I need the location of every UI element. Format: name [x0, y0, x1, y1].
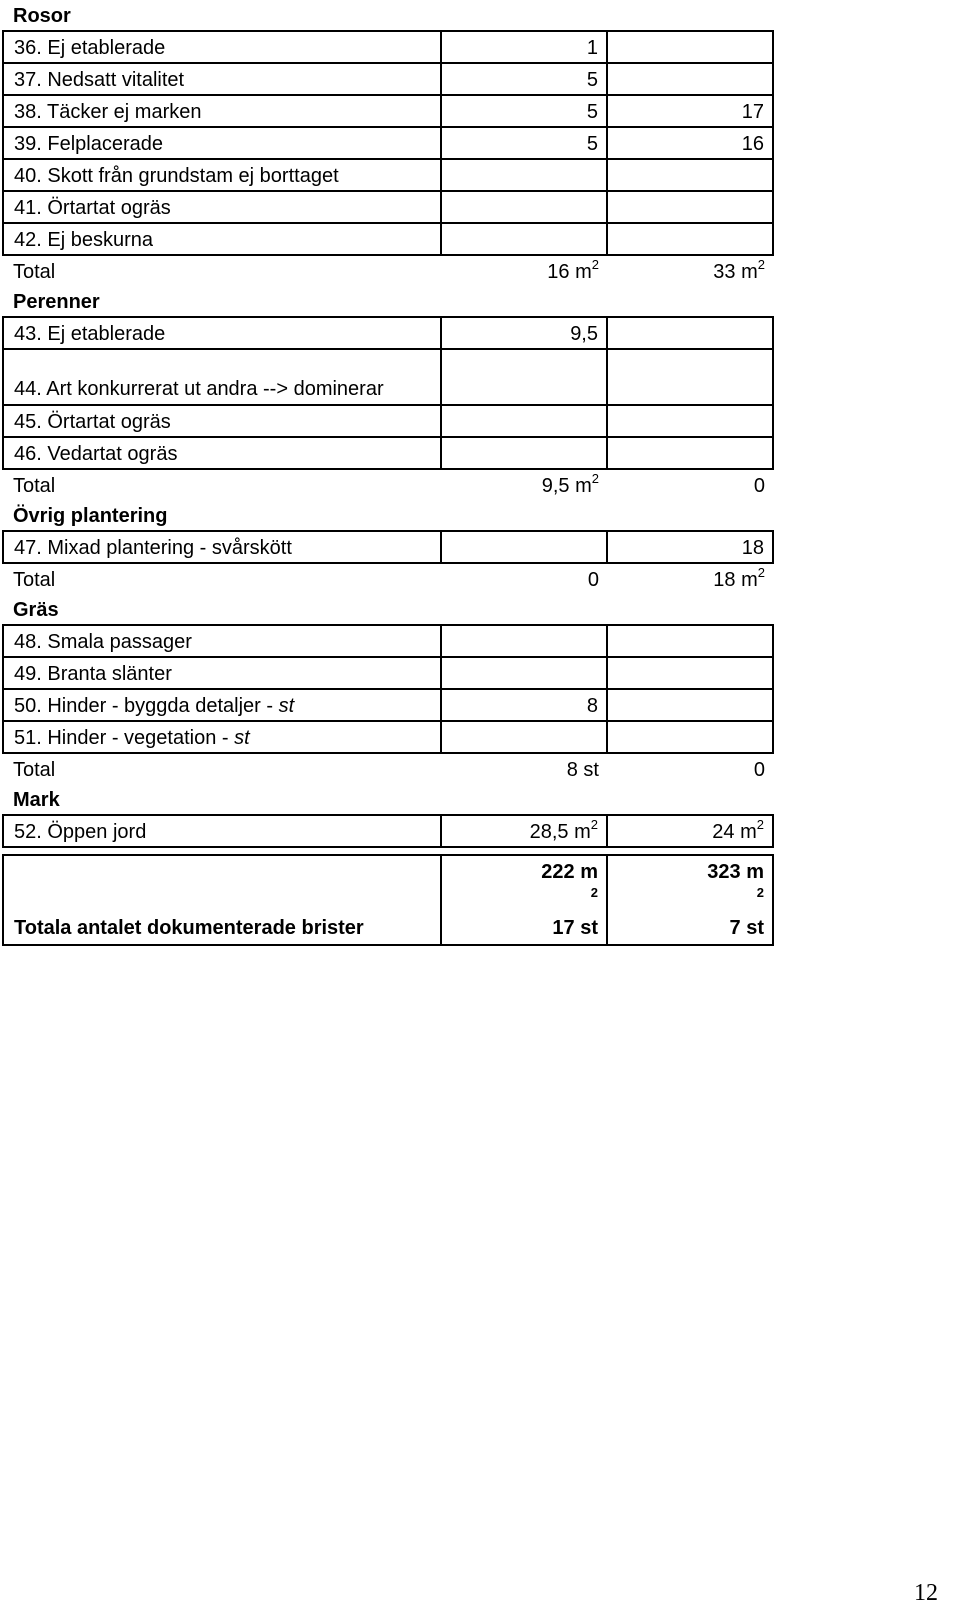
row-value-b — [607, 159, 773, 191]
row-value-a: 8 — [441, 689, 607, 721]
page-number: 12 — [914, 1580, 938, 1606]
total-value-b: 33 $m^2$ — [713, 257, 765, 283]
section-heading-row — [3, 784, 773, 815]
total-label: Total — [13, 569, 56, 591]
row-value-b — [607, 625, 773, 657]
row-label: 37. Nedsatt vitalitet — [3, 63, 441, 95]
total-row — [3, 563, 773, 594]
row-label: 45. Örtartat ogräs — [3, 405, 441, 437]
total-label: Total — [13, 759, 56, 781]
section-heading-row — [3, 594, 773, 625]
row-value-b — [607, 317, 773, 349]
total-value-b: 0 — [753, 475, 765, 497]
grand-total-area-a: 222 m $^2$ — [541, 861, 598, 900]
row-value-a: 5 — [441, 63, 607, 95]
section-heading-gras: Gräs — [13, 599, 59, 621]
table-row — [3, 317, 773, 349]
spacer-row — [3, 847, 773, 855]
row-label: 47. Mixad plantering - svårskött — [3, 531, 441, 563]
grand-total-area-b: 323 m $^2$ — [707, 861, 764, 900]
section-heading-rosor: Rosor — [13, 5, 71, 27]
table-row — [3, 721, 773, 753]
table-row — [3, 127, 773, 159]
row-label: 40. Skott från grundstam ej borttaget — [3, 159, 441, 191]
row-value-b — [607, 31, 773, 63]
table-row — [3, 95, 773, 127]
row-label: 50. Hinder - byggda detaljer - st — [3, 689, 441, 721]
row-value-b — [607, 191, 773, 223]
table-row — [3, 31, 773, 63]
table-row — [3, 437, 773, 469]
row-value-b — [607, 223, 773, 255]
row-value-a — [441, 531, 607, 563]
row-label: 43. Ej etablerade — [3, 317, 441, 349]
grand-total-value-a — [441, 855, 607, 945]
row-value-a: 5 — [441, 95, 607, 127]
row-value-b — [607, 349, 773, 405]
row-value-b: 24 $m^2$ — [607, 815, 773, 847]
row-value-a — [441, 657, 607, 689]
total-row — [3, 753, 773, 784]
row-value-a — [441, 405, 607, 437]
row-value-b — [607, 63, 773, 95]
table-row — [3, 657, 773, 689]
table-row — [3, 625, 773, 657]
row-label: 46. Vedartat ogräs — [3, 437, 441, 469]
deficiency-table — [2, 0, 774, 946]
total-row — [3, 469, 773, 500]
row-value-a — [441, 625, 607, 657]
row-label: 51. Hinder - vegetation - st — [3, 721, 441, 753]
row-value-a — [441, 159, 607, 191]
row-value-b: 16 — [607, 127, 773, 159]
table-row — [3, 405, 773, 437]
section-heading-row — [3, 500, 773, 531]
section-heading-mark: Mark — [13, 789, 60, 811]
total-value-b: 0 — [753, 759, 765, 781]
section-heading-ovrig: Övrig plantering — [13, 505, 168, 527]
row-label: 36. Ej etablerade — [3, 31, 441, 63]
total-value-a: 9,5 $m^2$ — [541, 471, 599, 497]
table-row — [3, 349, 773, 405]
grand-total-value-b — [607, 855, 773, 945]
total-value-b: 18 $m^2$ — [713, 565, 765, 591]
row-value-b — [607, 437, 773, 469]
row-label: 49. Branta slänter — [3, 657, 441, 689]
row-label: 42. Ej beskurna — [3, 223, 441, 255]
row-value-b — [607, 689, 773, 721]
row-value-b: 17 — [607, 95, 773, 127]
row-value-a — [441, 721, 607, 753]
row-value-a: 1 — [441, 31, 607, 63]
row-label: 44. Art konkurrerat ut andra --> dominerar — [3, 349, 441, 405]
row-value-b: 18 — [607, 531, 773, 563]
row-value-a: 28,5 $m^2$ — [441, 815, 607, 847]
table-row — [3, 531, 773, 563]
row-label: 38. Täcker ej marken — [3, 95, 441, 127]
row-label: 48. Smala passager — [3, 625, 441, 657]
row-label: 39. Felplacerade — [3, 127, 441, 159]
grand-total-label: Totala antalet dokumenterade brister — [3, 855, 441, 945]
table-row — [3, 689, 773, 721]
table-row — [3, 63, 773, 95]
row-label: 41. Örtartat ogräs — [3, 191, 441, 223]
row-value-a — [441, 437, 607, 469]
grand-total-count-b: 7 st — [729, 917, 764, 939]
table-row — [3, 815, 773, 847]
grand-total-row — [3, 855, 773, 945]
section-heading-perenner: Perenner — [13, 291, 100, 313]
table-row — [3, 191, 773, 223]
row-value-a — [441, 223, 607, 255]
row-value-a — [441, 191, 607, 223]
grand-total-count-a: 17 st — [552, 917, 598, 939]
total-value-a: 8 st — [566, 759, 599, 781]
total-value-a: 0 — [587, 569, 599, 591]
row-label: 52. Öppen jord — [3, 815, 441, 847]
row-value-a: 5 — [441, 127, 607, 159]
row-value-b — [607, 405, 773, 437]
total-label: Total — [13, 261, 56, 283]
total-label: Total — [13, 475, 56, 497]
total-value-a: 16 $m^2$ — [547, 257, 599, 283]
table-row — [3, 159, 773, 191]
row-value-b — [607, 721, 773, 753]
row-value-a — [441, 349, 607, 405]
row-value-b — [607, 657, 773, 689]
section-heading-row — [3, 0, 773, 31]
section-heading-row — [3, 286, 773, 317]
table-row — [3, 223, 773, 255]
row-value-a: 9,5 — [441, 317, 607, 349]
total-row — [3, 255, 773, 286]
